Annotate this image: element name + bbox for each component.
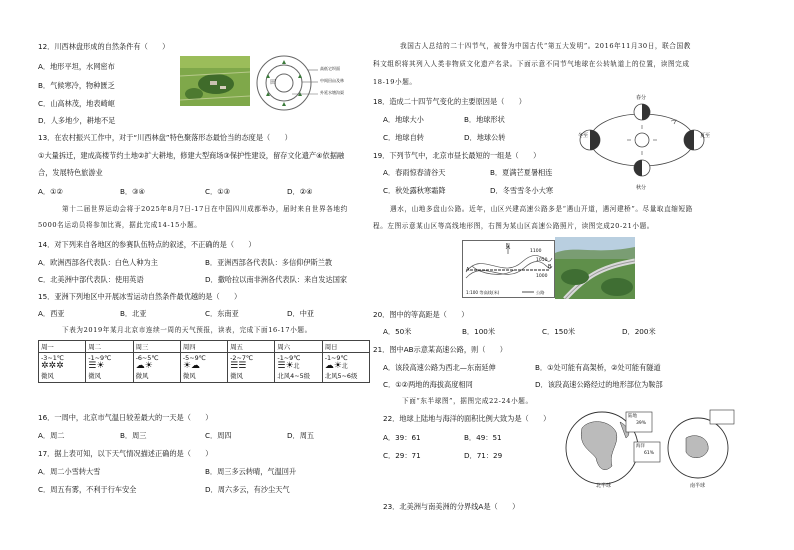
q15-option-b[interactable]: B．北亚: [120, 309, 147, 318]
q12-option-b[interactable]: B．气候寒冷，物种匮乏: [38, 81, 115, 90]
q16-option-c[interactable]: C．周四: [205, 431, 232, 440]
weather-wind: 微风: [182, 372, 196, 380]
q14-option-c[interactable]: C．北美洲中部代表队：使用英语: [38, 275, 144, 284]
q19-option-a[interactable]: A．春雨惊春清谷天: [383, 168, 446, 177]
globe-box1-value: 39%: [636, 421, 647, 426]
highway-photo: [555, 237, 635, 299]
linpan-label-1: 高低宅坝面: [320, 66, 340, 71]
q21-option-c[interactable]: C．①②两地的海拔高度相同: [383, 380, 473, 389]
q22-option-a[interactable]: A．39：61: [383, 433, 421, 442]
q20-option-d[interactable]: D．200米: [622, 327, 656, 336]
globe-box2-label: 海洋: [636, 444, 645, 449]
weather-cell: [322, 353, 369, 383]
q23-stem: 23．北美洲与南美洲的分界线A是（ ）: [383, 502, 520, 511]
q13-option-c[interactable]: C．①③: [205, 187, 231, 196]
q13-option-a[interactable]: A．①②: [38, 187, 63, 196]
q19-option-c[interactable]: C．秋处露秋寒霜降: [383, 186, 446, 195]
orbit-label-3: 秋分: [636, 185, 647, 191]
q22-option-d[interactable]: D．71：29: [464, 451, 503, 460]
weather-wind: 微风: [230, 372, 243, 380]
weather-table: [38, 340, 370, 383]
weather-cell: [180, 353, 227, 383]
q15-option-c[interactable]: C．东南亚: [205, 309, 239, 318]
orbit-label-1: 春分: [636, 95, 647, 101]
q18-option-d[interactable]: D．地球公转: [464, 133, 506, 142]
q13-line3: 合，发展特色旅游业: [38, 168, 103, 177]
contour-legend: 公路: [536, 290, 545, 295]
q12-stem: 12．川西林盘形成的自然条件有（ ）: [38, 42, 170, 51]
intro-20-line2: 程。左图示意某山区等高线地形图，右图为某山区高速公路照片，读图完成20-21小题。: [373, 222, 654, 230]
q14-option-a[interactable]: A．欧洲西部各代表队：白色人种为主: [38, 258, 158, 267]
weather-day: 周日: [322, 341, 369, 353]
wind-direction: 北: [293, 363, 300, 370]
q13-option-b[interactable]: B．③④: [120, 187, 146, 196]
q13-line2: ①大量拆迁，建成高楼节约土地②扩大耕地，修建大型商场③保护性建设，留存文化遗产④依据融: [38, 151, 345, 160]
weather-cell: [228, 353, 275, 383]
weather-day: 周六: [275, 341, 322, 353]
weather-temp: -3~1℃: [41, 354, 64, 362]
orbit-label-2: 夏至: [700, 133, 711, 139]
weather-day: 周三: [133, 341, 180, 353]
intro-16: 下表为2019年某月北京市连续一周的天气预报，读表，完成下面16-17小题。: [62, 326, 312, 334]
q21-stem: 21．图中AB示意某高速公路，则（ ）: [373, 345, 507, 354]
q14-stem: 14．对下列来自各地区的参赛队伍特点的叙述，不正确的是（ ）: [38, 240, 256, 249]
intro-22: 下面“东半球图”，据图完成22-24小题。: [402, 397, 533, 405]
weather-temp: -5~9℃: [182, 354, 206, 362]
contour-label-1000: 1000: [536, 274, 548, 279]
cloudy-sun-icon: ☁☀: [135, 361, 153, 371]
q16-stem: 16．一周中，北京市气温日较差最大的一天是（ ）: [38, 413, 213, 422]
farmland-photo: [180, 56, 250, 106]
q17-option-d[interactable]: D．周六多云，有沙尘天气: [205, 485, 290, 494]
globe-left-caption: 北半球: [596, 483, 612, 489]
q17-option-c[interactable]: C．周五有雾，不利于行车安全: [38, 485, 137, 494]
weather-day: 周四: [180, 341, 227, 353]
q21-option-b[interactable]: B．①处可能有高架桥，②处可能有隧道: [535, 363, 661, 372]
orbit-label-4: 冬至: [578, 133, 589, 139]
weather-temp: -1~9℃: [88, 354, 112, 362]
q21-option-a[interactable]: A．该段高速公路为西北—东南延伸: [383, 363, 496, 372]
q16-option-b[interactable]: B．周三: [120, 431, 147, 440]
weather-temp: -1~9℃: [277, 354, 301, 362]
weather-day: 周二: [86, 341, 133, 353]
weather-wind: 微风: [88, 372, 102, 380]
cloudy-sun-icon: ☀☁: [182, 361, 200, 371]
q18-option-c[interactable]: C．地球自转: [383, 133, 424, 142]
globe-right-caption: 南半球: [690, 483, 706, 489]
weather-temp: -2~7℃: [230, 354, 254, 362]
intro-14-line2: 5000名运动员将参加比赛，据此完成14-15小题。: [38, 221, 202, 229]
weather-wind: 北风5~6级: [324, 372, 358, 380]
intro-18-line2: 科文组织将其列入人类非物质文化遗产名录。下面示意不同节气地球在公转轨道上的位置，读图完成: [373, 60, 690, 68]
intro-18-line1: 我国古人总结的二十四节气，被誉为中国古代“第五大发明”。2016年11月30日，联合国教: [400, 42, 691, 50]
q16-option-d[interactable]: D．周五: [287, 431, 315, 440]
contour-scale: 1:100 等高线(米): [466, 290, 500, 295]
q19-option-b[interactable]: B．夏满芒夏暑相连: [490, 168, 553, 177]
weather-cell: [133, 353, 180, 383]
q17-option-a[interactable]: A．周二小雪转大雪: [38, 467, 101, 476]
q15-option-d[interactable]: D．中亚: [287, 309, 315, 318]
q18-option-a[interactable]: A．地球大小: [383, 115, 424, 124]
contour-label-1050: 1050: [536, 258, 548, 263]
cloudy-sun-icon: ☰☀: [88, 361, 105, 371]
q20-option-a[interactable]: A．50米: [383, 327, 412, 336]
globe-box1-label: 陆地: [628, 414, 637, 419]
q12-option-d[interactable]: D．人多地少，耕地不足: [38, 116, 116, 125]
weather-day: 周一: [39, 341, 86, 353]
contour-label-a: A: [466, 267, 470, 273]
contour-label-b: B: [548, 264, 552, 270]
q21-option-d[interactable]: D．该段高速公路经过的地形部位为鞍部: [535, 380, 663, 389]
q20-stem: 20．图中的等高距是（ ）: [373, 310, 469, 319]
weather-wind: 北风4~5级: [277, 372, 311, 380]
q16-option-a[interactable]: A．周二: [38, 431, 65, 440]
fog-icon: ☰☰: [230, 361, 247, 371]
linpan-label-3: 外延水塘沟渠: [320, 90, 344, 95]
q15-option-a[interactable]: A．西亚: [38, 309, 65, 318]
cloudy-sun-icon: ☁☀北: [324, 361, 348, 371]
globe-box2-value: 61%: [644, 451, 655, 456]
earth-orbit-diagram: [575, 92, 710, 192]
weather-cell: [86, 353, 133, 383]
q18-stem: 18．造成二十四节气变化的主要原因是（ ）: [373, 97, 526, 106]
contour-label-n: N: [506, 243, 510, 249]
q14-option-b[interactable]: B．亚洲西部各代表队：多信仰伊斯兰教: [205, 258, 333, 267]
q13-option-d[interactable]: D．②④: [287, 187, 313, 196]
q18-option-b[interactable]: B．地球形状: [464, 115, 505, 124]
contour-label-1100: 1100: [530, 249, 542, 254]
weather-day: 周五: [228, 341, 275, 353]
q22-stem: 22．地球上陆地与海洋的面积比例大致为是（ ）: [383, 414, 551, 423]
weather-wind: 微风: [41, 372, 54, 380]
linpan-center-label: 田: [270, 79, 277, 86]
q13-stem: 13．在农村振兴工作中，对于“川西林盘”特色聚落形态最恰当的态度是（ ）: [38, 133, 292, 142]
wind-direction: 北: [341, 363, 348, 370]
q22-option-c[interactable]: C．29：71: [383, 451, 421, 460]
intro-20-line1: 遇水，山地多盘山公路。近年，山区兴建高速公路多是“遇山开道，遇河建桥”。尽量取直缩短路: [390, 205, 693, 213]
weather-wind: 微风: [135, 372, 149, 380]
weather-cell: [39, 353, 86, 383]
q20-option-c[interactable]: C．150米: [542, 327, 576, 336]
fog-sun-icon: ☰☀北: [277, 361, 300, 371]
q12-option-a[interactable]: A．地形平坦，水网密布: [38, 62, 115, 71]
q22-option-b[interactable]: B．49：51: [464, 433, 502, 442]
q17-option-b[interactable]: B．周三多云转晴，气温回升: [205, 467, 297, 476]
weather-temp: -1~9℃: [324, 354, 348, 362]
q12-option-c[interactable]: C．山高林茂，地表崎岖: [38, 99, 115, 108]
intro-18-line3: 18-19小题。: [373, 78, 417, 86]
q20-option-b[interactable]: B．100米: [462, 327, 496, 336]
q15-stem: 15．亚洲下列地区中开展冰雪运动自然条件最优越的是（ ）: [38, 292, 242, 301]
linpan-label-2: 中间田亩及林: [320, 78, 344, 83]
weather-temp: -6~5℃: [135, 354, 159, 362]
q19-option-d[interactable]: D．冬雪雪冬小大寒: [490, 186, 554, 195]
q14-option-d[interactable]: D．撒哈拉以南非洲各代表队：来自发达国家: [205, 275, 348, 284]
q17-stem: 17．据上表可知，以下天气情况描述正确的是（ ）: [38, 449, 213, 458]
snow-icon: ✲✲✲: [41, 361, 64, 371]
weather-cell: [275, 353, 322, 383]
intro-14-line1: 第十二届世界运动会将于2025年8月7日-17日在中国四川成都举办，届时来自世界各地约: [62, 205, 348, 213]
q19-stem: 19．下列节气中，北京市昼长最短的一组是（ ）: [373, 151, 541, 160]
hemisphere-maps: [560, 408, 738, 490]
